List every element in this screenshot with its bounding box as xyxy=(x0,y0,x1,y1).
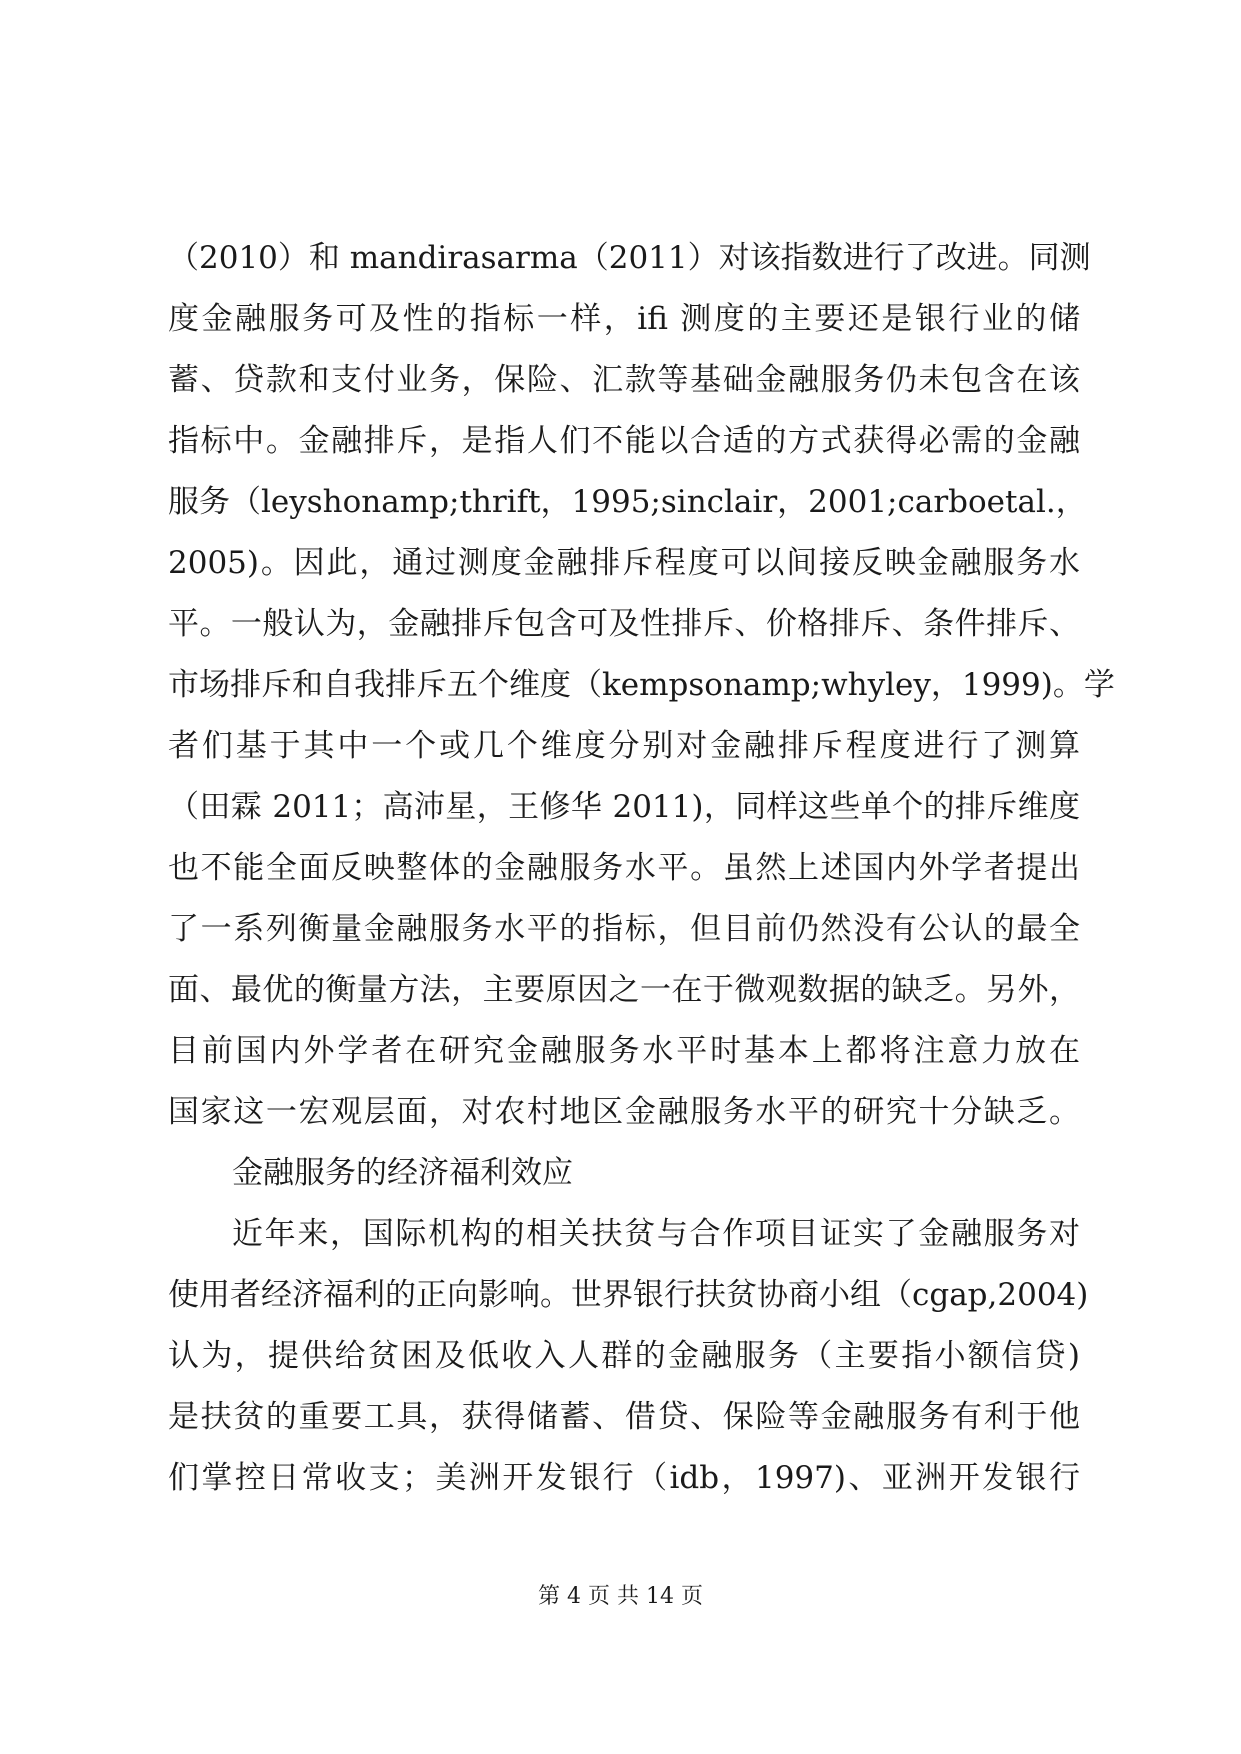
text-line: 认为，提供给贫困及低收入人群的金融服务（主要指小额信贷) xyxy=(168,1338,1080,1374)
text-line: 是扶贫的重要工具，获得储蓄、借贷、保险等金融服务有利于他 xyxy=(168,1399,1080,1435)
text-line: 国家这一宏观层面，对农村地区金融服务水平的研究十分缺乏。 xyxy=(168,1094,1080,1130)
text-line: 们掌控日常收支；美洲开发银行（idb，1997)、亚洲开发银行 xyxy=(168,1460,1080,1496)
text-line: 2005)。因此，通过测度金融排斥程度可以间接反映金融服务水 xyxy=(168,545,1080,581)
text-line: 指标中。金融排斥，是指人们不能以合适的方式获得必需的金融 xyxy=(168,423,1080,459)
text-line: 者们基于其中一个或几个维度分别对金融排斥程度进行了测算 xyxy=(168,728,1080,764)
text-line: 服务（leyshonamp;thrift，1995;sinclair，2001;carboetal.， xyxy=(168,484,1087,520)
text-line: （2010）和 mandirasarma（2011）对该指数进行了改进。同测 xyxy=(168,240,1091,276)
document-body xyxy=(168,228,1115,1509)
text-line: 也不能全面反映整体的金融服务水平。虽然上述国内外学者提出 xyxy=(168,850,1080,886)
text-line: 目前国内外学者在研究金融服务水平时基本上都将注意力放在 xyxy=(168,1033,1080,1069)
text-line: （田霖 2011；高沛星，王修华 2011)，同样这些单个的排斥维度 xyxy=(168,789,1080,825)
text-line: 了一系列衡量金融服务水平的指标，但目前仍然没有公认的最全 xyxy=(168,911,1080,947)
text-line: 平。一般认为，金融排斥包含可及性排斥、价格排斥、条件排斥、 xyxy=(168,606,1080,642)
page-footer: 第 4 页 共 14 页 xyxy=(538,1584,703,1609)
text-line: 度金融服务可及性的指标一样，ifi 测度的主要还是银行业的储 xyxy=(168,301,1080,337)
text-line: 蓄、贷款和支付业务，保险、汇款等基础金融服务仍未包含在该 xyxy=(168,362,1080,398)
text-line: 市场排斥和自我排斥五个维度（kempsonamp;whyley，1999)。学 xyxy=(168,667,1115,703)
section-heading: 金融服务的经济福利效应 xyxy=(232,1155,573,1191)
text-line: 使用者经济福利的正向影响。世界银行扶贫协商小组（cgap,2004) xyxy=(168,1277,1089,1313)
text-line: 近年来，国际机构的相关扶贫与合作项目证实了金融服务对 xyxy=(232,1216,1080,1252)
text-line: 面、最优的衡量方法，主要原因之一在于微观数据的缺乏。另外， xyxy=(168,972,1080,1008)
